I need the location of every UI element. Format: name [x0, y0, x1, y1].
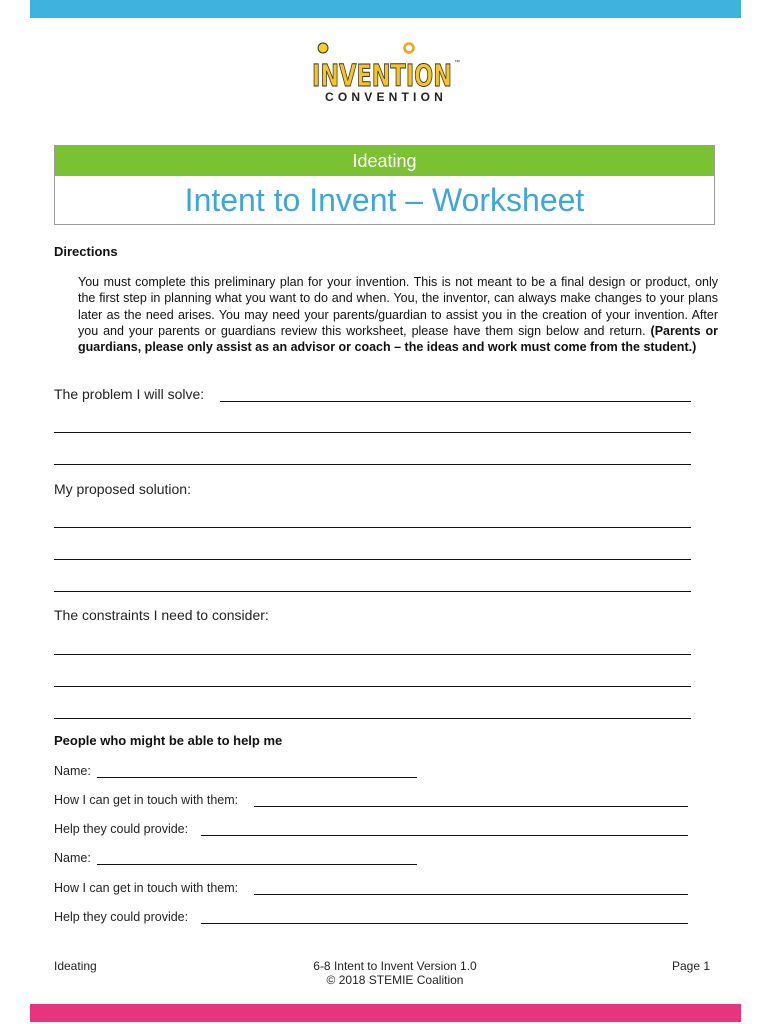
logo-tm: ™: [454, 60, 460, 66]
problem-input-line[interactable]: [54, 464, 691, 465]
invention-logo-wordmark: [308, 42, 464, 92]
directions-heading: Directions: [54, 244, 118, 259]
section-band: Ideating: [55, 146, 714, 176]
people-heading: People who might be able to help me: [54, 733, 283, 748]
page-title: Intent to Invent – Worksheet: [184, 182, 585, 218]
solution-input-line[interactable]: [54, 527, 691, 528]
footer-copyright: © 2018 STEMIE Coalition: [326, 973, 464, 987]
directions-emphasis: (Parents or guardians, please only assist as an advisor or coach – the ideas and work must come from the student.): [78, 323, 718, 355]
top-color-bar: [30, 0, 741, 18]
footer-page-number: Page 1: [672, 959, 711, 973]
constraints-input-line[interactable]: [54, 718, 691, 719]
person-1-help-line[interactable]: [201, 835, 688, 836]
bottom-color-bar: [30, 1004, 741, 1022]
constraints-input-line[interactable]: [54, 654, 691, 655]
logo-word-text: INVENTION: [312, 59, 452, 92]
person-1-name-line[interactable]: [97, 777, 417, 778]
problem-input-line[interactable]: [54, 432, 691, 433]
person-1-contact-line[interactable]: [254, 806, 688, 807]
solution-label: My proposed solution:: [54, 481, 191, 497]
person-2-help-line[interactable]: [201, 923, 688, 924]
constraints-label: The constraints I need to consider:: [54, 607, 269, 623]
person-2-contact-line[interactable]: [254, 894, 688, 895]
person-2-contact-label: How I can get in touch with them:: [54, 881, 239, 895]
problem-input-line[interactable]: [220, 401, 691, 402]
directions-text: You must complete this preliminary plan for your invention. This is not meant to be a final design or product, only the first step in planning what you want to do and when. You, the inventor, can always make changes to your plans later as the need arises. You may need your parents/guardian to assist you in the creation of your invention. After you and your parents or guardians review this worksheet, please have them sign below and return.: [78, 275, 718, 338]
person-1-contact-label: How I can get in touch with them:: [54, 793, 239, 807]
person-2-name-line[interactable]: [97, 864, 417, 865]
footer-version-line: 6-8 Intent to Invent Version 1.0: [313, 959, 477, 973]
person-2-help-label: Help they could provide:: [54, 910, 189, 924]
constraints-input-line[interactable]: [54, 686, 691, 687]
person-2-name-label: Name:: [54, 851, 91, 865]
directions-paragraph: [78, 274, 718, 355]
person-1-help-label: Help they could provide:: [54, 822, 189, 836]
logo-subword: CONVENTION: [324, 90, 447, 104]
worksheet-header: [54, 145, 715, 225]
footer-version: [270, 959, 520, 987]
person-1-name-label: Name:: [54, 764, 91, 778]
invention-convention-logo: [308, 32, 464, 108]
solution-input-line[interactable]: [54, 591, 691, 592]
footer-section: Ideating: [54, 959, 97, 973]
problem-label: The problem I will solve:: [54, 386, 205, 402]
solution-input-line[interactable]: [54, 559, 691, 560]
